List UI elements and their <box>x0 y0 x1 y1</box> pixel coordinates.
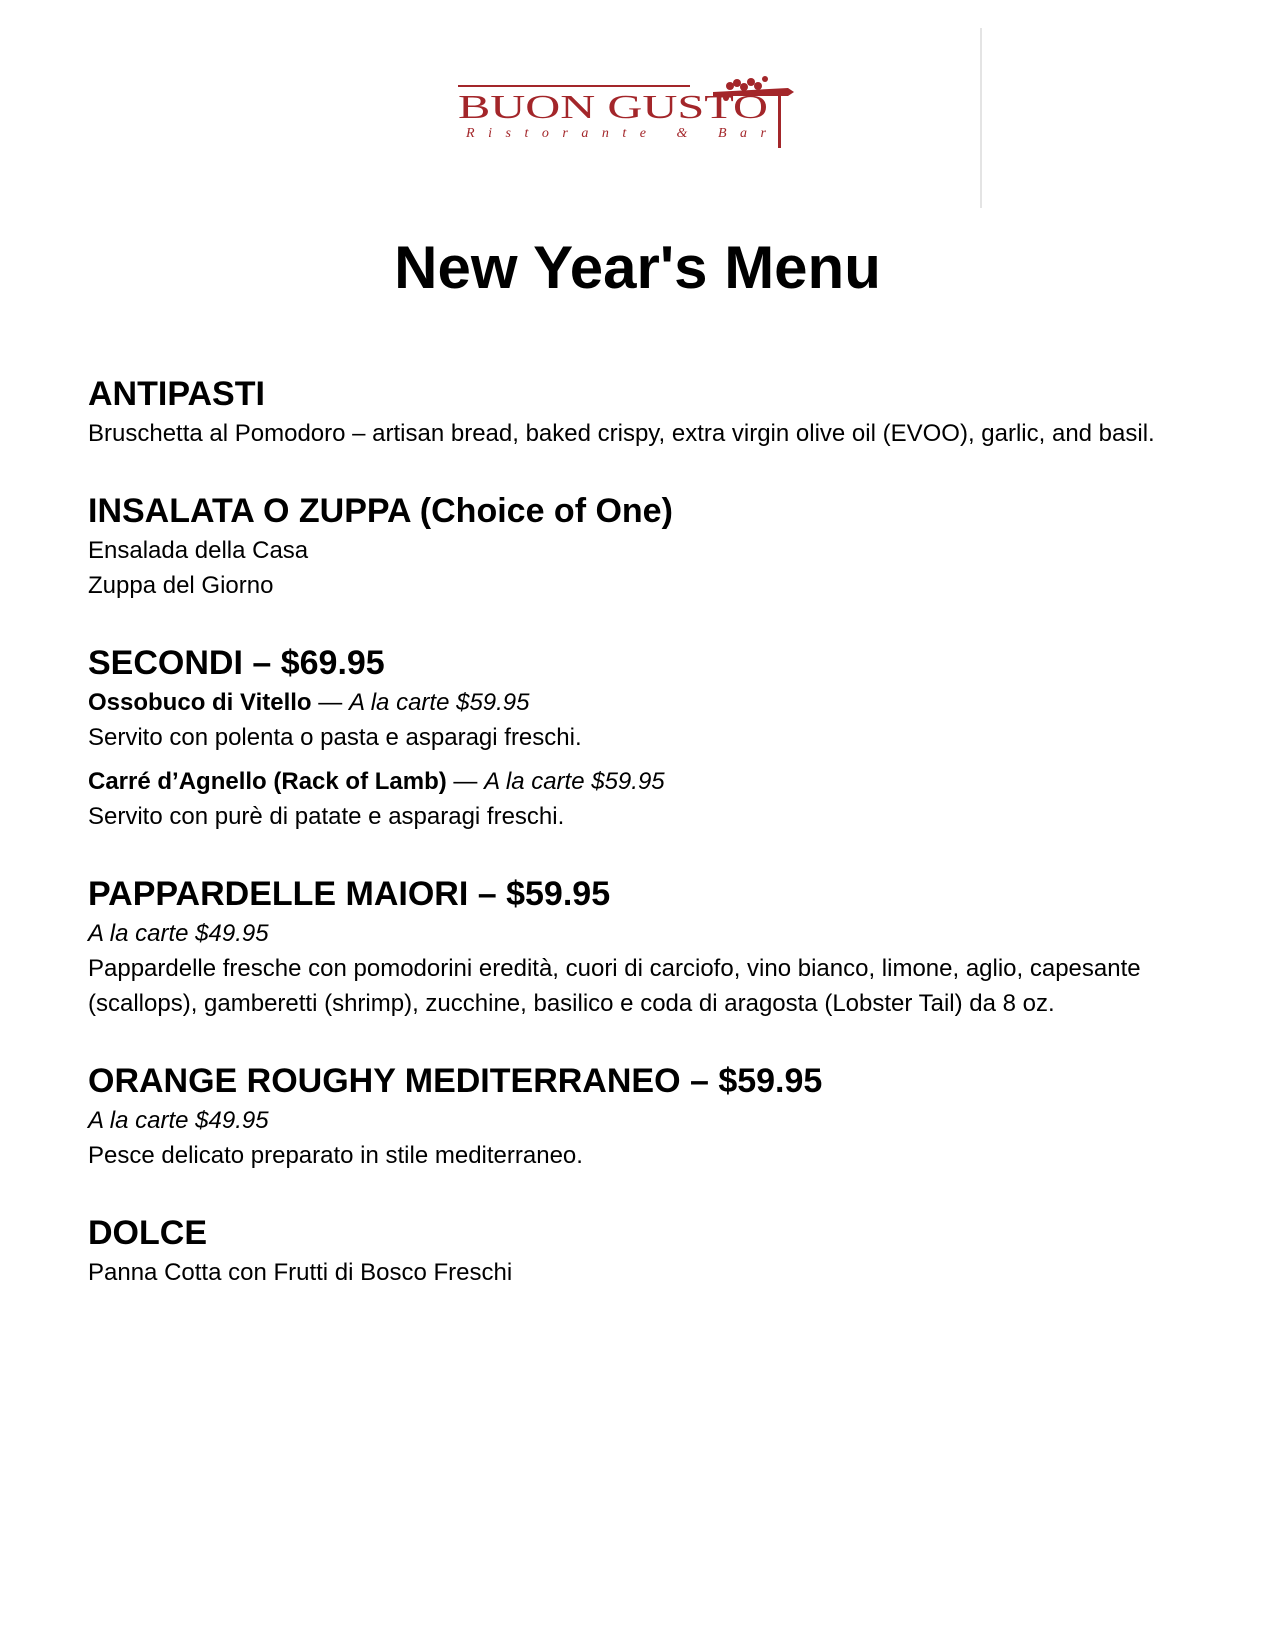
section-heading: PAPPARDELLE MAIORI – $59.95 <box>88 875 611 913</box>
dish-name: Ossobuco di Vitello <box>88 689 312 716</box>
alacarte-price: A la carte $59.95 <box>348 689 530 716</box>
section-pappardelle <box>88 872 1188 1021</box>
section-heading: ORANGE ROUGHY MEDITERRANEO – $59.95 <box>88 1062 823 1100</box>
alacarte-price: A la carte $49.95 <box>88 920 269 947</box>
alacarte-price: A la carte $49.95 <box>88 1107 269 1134</box>
dish-description: Servito con purè di patate e asparagi freschi. <box>88 803 565 830</box>
section-heading: SECONDI – $69.95 <box>88 644 385 682</box>
section-orange-roughy <box>88 1059 1188 1173</box>
section-secondi <box>88 641 1188 834</box>
section-dolce <box>88 1211 1188 1290</box>
menu-content <box>88 372 1188 1328</box>
menu-item: Zuppa del Giorno <box>88 572 274 599</box>
restaurant-logo <box>458 76 818 148</box>
section-antipasti <box>88 372 1188 451</box>
dish-title-line <box>88 764 1188 799</box>
section-heading: DOLCE <box>88 1214 207 1252</box>
dish-separator: — <box>446 768 485 795</box>
logo-name: BUON GUSTO <box>458 89 768 126</box>
dish-description: Servito con polenta o pasta e asparagi freschi. <box>88 724 582 751</box>
dish-description: Pappardelle fresche con pomodorini eredità, cuori di carciofo, vino bianco, limone, aglio, capesante (scallops), gamberetti (shrimp), zucchine, basilico e coda di aragosta (Lobster Tail) da 8 oz. <box>88 955 1141 1017</box>
dish-description: Pesce delicato preparato in stile mediterraneo. <box>88 1142 583 1169</box>
dish-title-line <box>88 685 1188 720</box>
section-heading: ANTIPASTI <box>88 375 265 413</box>
dish-ossobuco <box>88 685 1188 755</box>
menu-item: Ensalada della Casa <box>88 537 309 564</box>
logo-tagline: Ristorante & Bar <box>466 126 766 141</box>
page-title: New Year's Menu <box>394 234 881 301</box>
section-text: Bruschetta al Pomodoro – artisan bread, baked crispy, extra virgin olive oil (EVOO), garlic, and basil. <box>88 420 1155 447</box>
section-insalata <box>88 489 1188 603</box>
dish-rack-of-lamb <box>88 764 1188 834</box>
section-heading: INSALATA O ZUPPA (Choice of One) <box>88 492 673 530</box>
alacarte-price: A la carte $59.95 <box>484 768 665 795</box>
section-text: Panna Cotta con Frutti di Bosco Freschi <box>88 1259 513 1286</box>
vertical-divider <box>980 28 982 208</box>
dish-separator: — <box>311 689 349 716</box>
dish-name: Carré d’Agnello (Rack of Lamb) <box>88 768 447 795</box>
